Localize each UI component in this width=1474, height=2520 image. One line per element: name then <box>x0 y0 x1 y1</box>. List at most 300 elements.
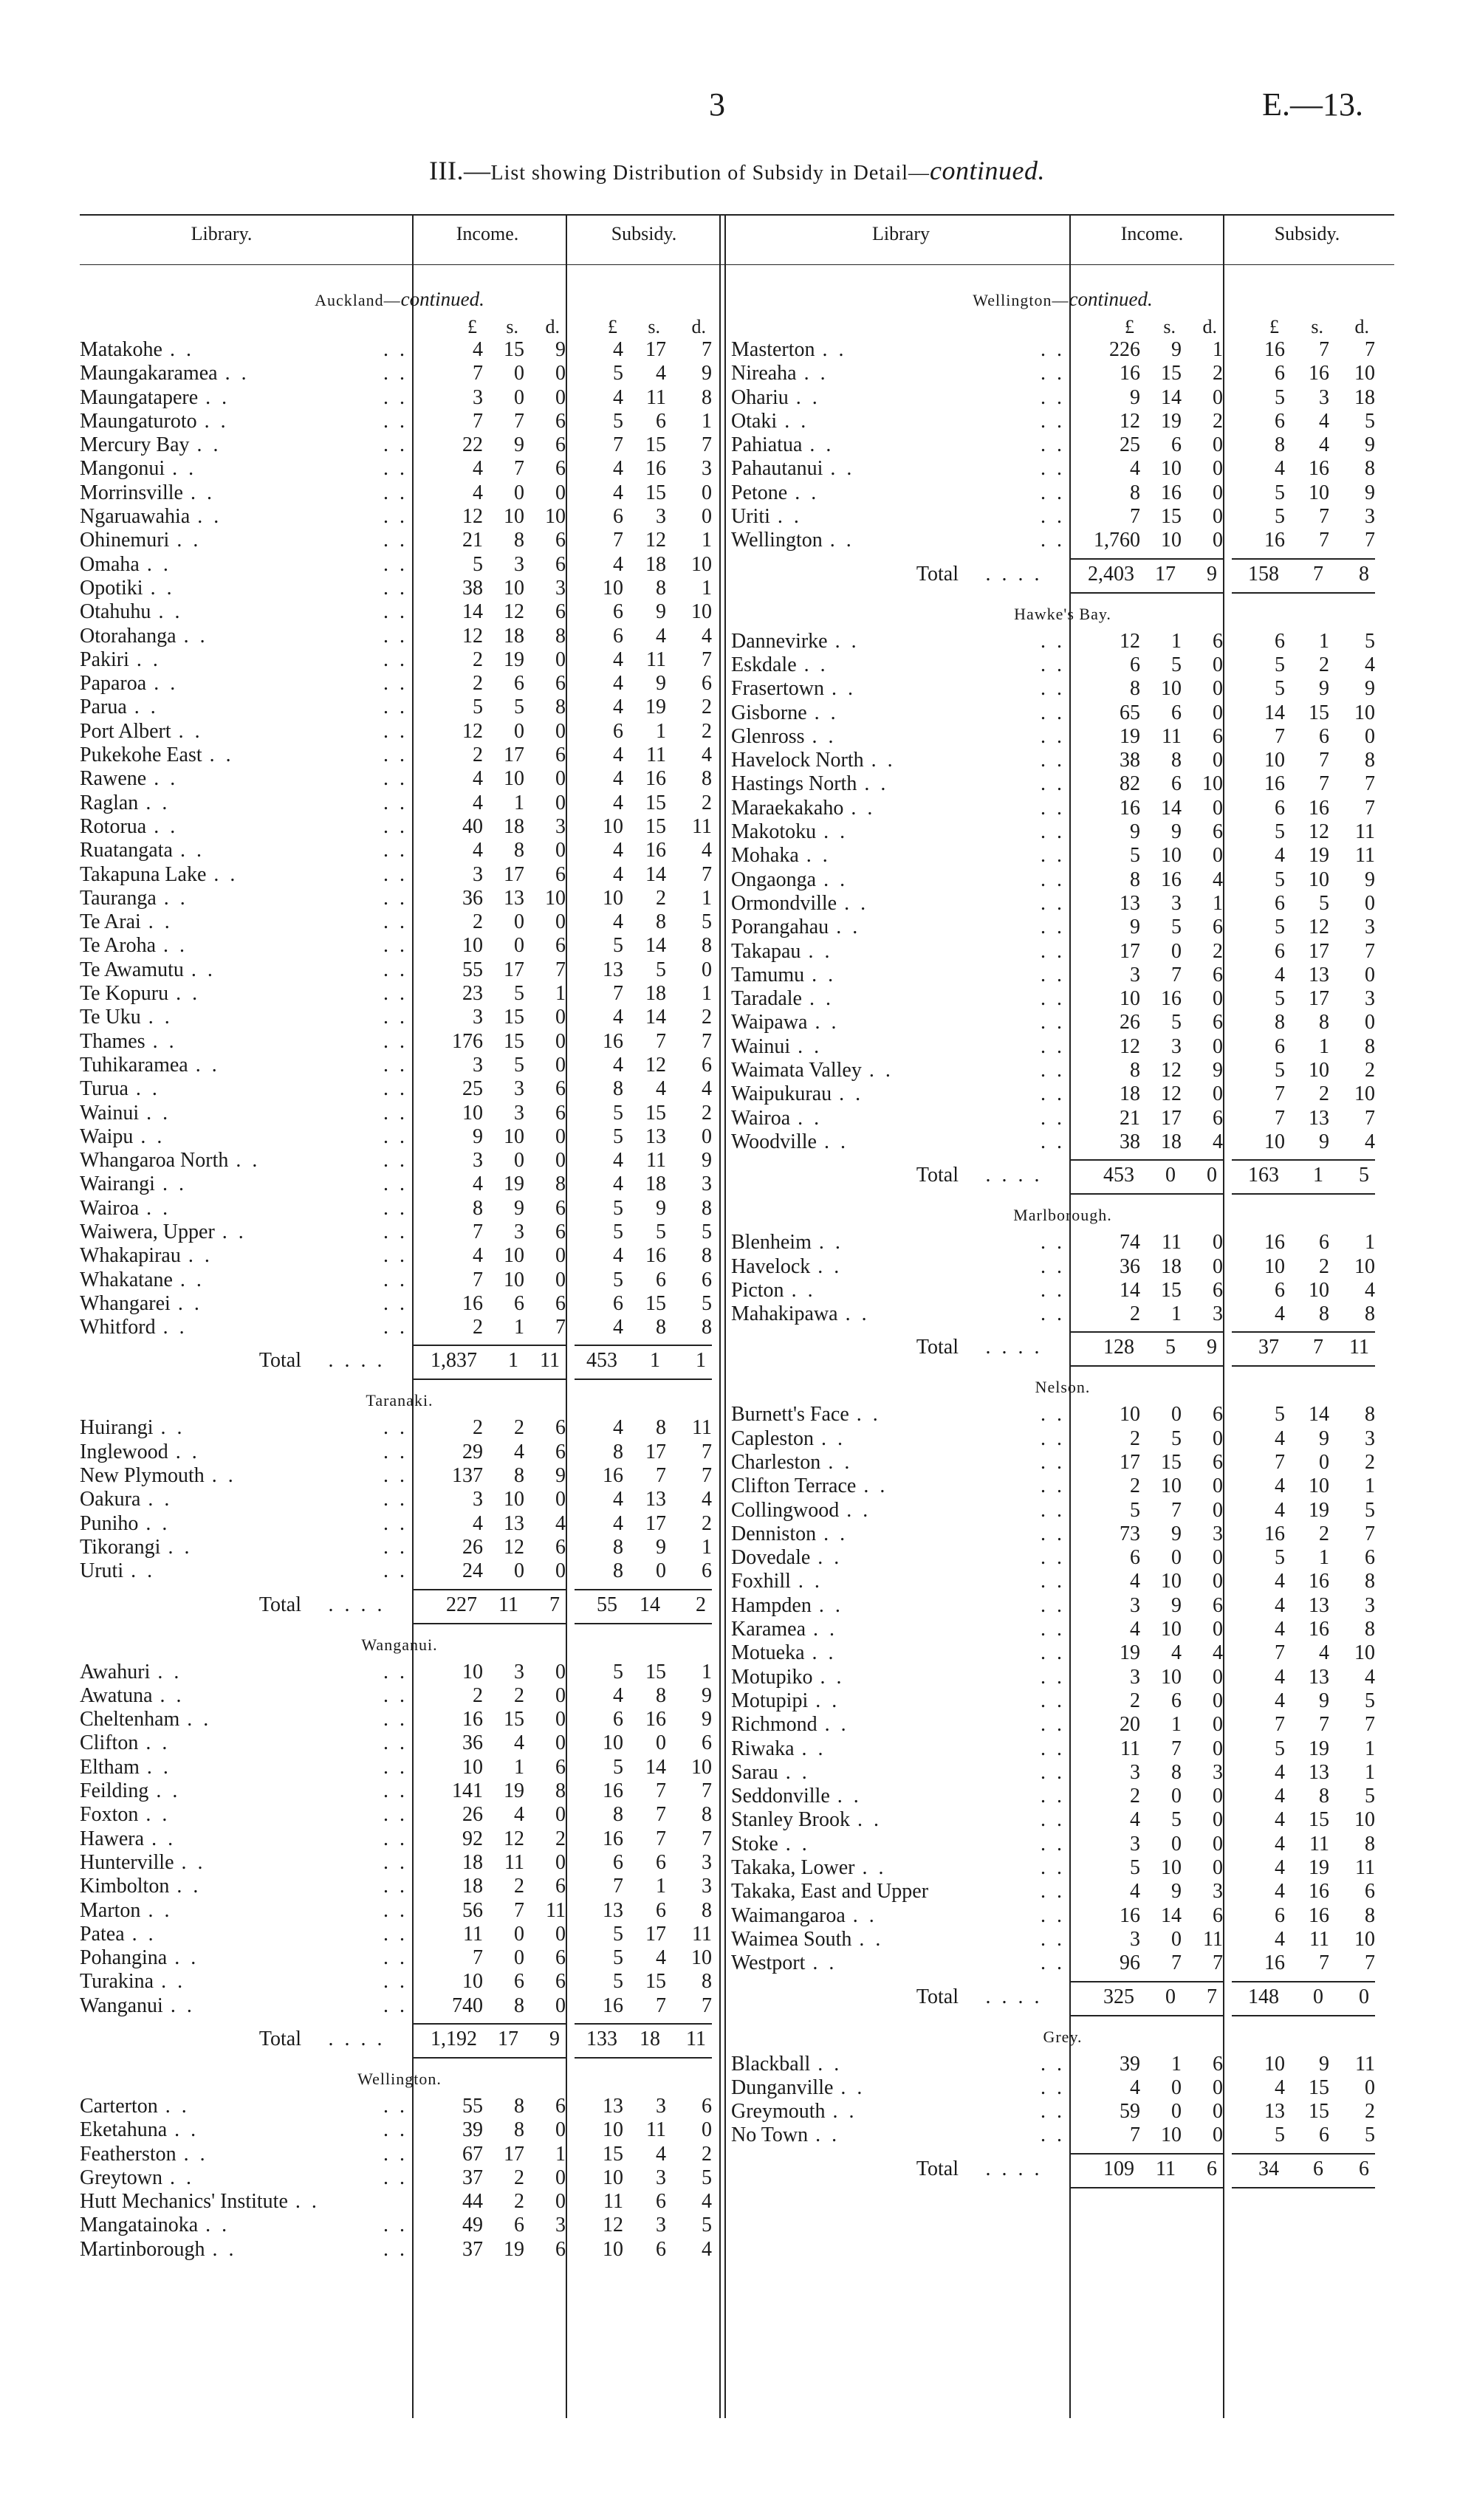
income-pence: 7 <box>555 958 566 981</box>
subsidy-shillings: 4 <box>1319 433 1329 457</box>
subsidy-shillings: 10 <box>1309 1059 1329 1082</box>
library-name-text: Awahuri <box>80 1660 151 1683</box>
total-income-pounds: 325 <box>1103 1985 1134 2008</box>
income-pounds: 36 <box>462 1731 483 1755</box>
library-name-text: Blackball <box>731 2052 811 2076</box>
leader-dots: . . <box>140 1125 165 1148</box>
subsidy-shillings: 3 <box>656 2214 666 2237</box>
income-shillings: 15 <box>504 1006 524 1029</box>
subsidy-pounds: 6 <box>1275 1278 1285 1302</box>
table-row <box>731 1546 1375 1570</box>
table-row <box>731 677 1375 701</box>
income-pence: 0 <box>555 1268 566 1291</box>
subsidy-shillings: 0 <box>656 1731 666 1755</box>
subsidy-pence: 11 <box>1355 844 1375 868</box>
leader-dots: . . <box>1041 1278 1065 1302</box>
income-shillings: 19 <box>504 2237 524 2261</box>
library-name <box>80 505 412 529</box>
unit-shilling: s. <box>1311 316 1323 337</box>
library-name <box>80 720 412 744</box>
leader-dots: . . <box>1041 987 1065 1011</box>
income-pounds: 6 <box>1130 1546 1140 1570</box>
leader-dots: . . <box>834 629 860 653</box>
subsidy-pounds: 5 <box>613 409 623 433</box>
leader-dots: . . <box>808 939 833 963</box>
table-row <box>731 362 1375 385</box>
library-name-text: Mangatainoka <box>80 2214 199 2237</box>
leader-dots: . . <box>831 677 856 701</box>
library-name-text: Wellington <box>731 529 823 552</box>
leader-dots: . . <box>1041 724 1065 748</box>
subsidy-pence: 5 <box>1365 409 1375 433</box>
subsidy-pence: 0 <box>702 958 712 981</box>
leader-dots: . . <box>791 1278 816 1302</box>
income-pounds: 55 <box>462 2095 483 2118</box>
leader-dots: . . <box>863 1474 888 1498</box>
subsidy-shillings: 10 <box>1309 481 1329 504</box>
income-pence: 3 <box>555 814 566 838</box>
section-rows <box>80 2095 712 2262</box>
income-pounds: 3 <box>473 1053 483 1077</box>
subsidy-pounds: 4 <box>1275 1856 1285 1880</box>
income-pence: 0 <box>555 1029 566 1053</box>
income-shillings: 19 <box>504 648 524 671</box>
subsidy-pounds: 4 <box>1275 1880 1285 1903</box>
total-subsidy-pounds: 453 <box>586 1349 617 1373</box>
income-pounds: 3 <box>473 1006 483 1029</box>
subsidy-pence: 7 <box>702 1464 712 1488</box>
income-pounds: 10 <box>462 1101 483 1125</box>
leader-dots: . . <box>383 862 408 886</box>
subsidy-pence: 0 <box>1365 963 1375 986</box>
table-row <box>80 1197 712 1220</box>
income-shillings: 10 <box>504 1488 524 1511</box>
income-pounds: 2 <box>473 648 483 671</box>
table-row <box>80 1244 712 1268</box>
library-name-text: Pohangina <box>80 1946 168 1970</box>
library-name-text: Waipawa <box>731 1011 808 1034</box>
subsidy-shillings: 16 <box>645 1244 666 1268</box>
library-name-text: Oakura <box>80 1488 141 1511</box>
library-name-text: Capleston <box>731 1426 814 1450</box>
total-subsidy-pounds: 55 <box>597 1593 617 1616</box>
leader-dots: . . <box>383 1708 408 1731</box>
library-name <box>80 1464 412 1488</box>
library-name-text: Westport <box>731 1951 806 1975</box>
leader-dots: . . <box>383 552 408 576</box>
income-shillings: 15 <box>1161 1278 1182 1302</box>
subsidy-pence: 11 <box>692 1416 712 1440</box>
total-income-pounds: 227 <box>446 1593 477 1616</box>
subsidy-pounds: 5 <box>1275 653 1285 676</box>
leader-dots: . . <box>815 1689 840 1712</box>
library-name <box>80 2214 412 2237</box>
subsidy-pounds: 16 <box>1264 1231 1285 1254</box>
income-pence: 6 <box>555 2237 566 2261</box>
table-row <box>731 1594 1375 1618</box>
library-name-text: Ormondville <box>731 891 837 915</box>
subsidy-shillings: 11 <box>1309 1927 1329 1951</box>
table-row <box>731 1302 1375 1326</box>
income-shillings: 4 <box>514 1803 524 1827</box>
subsidy-pounds: 4 <box>613 385 623 409</box>
income-pounds: 5 <box>1130 1498 1140 1522</box>
subsidy-pence: 10 <box>1354 362 1375 385</box>
income-pounds: 3 <box>1130 1665 1140 1689</box>
leader-dots: . . <box>383 1077 408 1101</box>
library-name-text: Stanley Brook <box>731 1808 850 1832</box>
subsidy-pounds: 13 <box>603 2095 623 2118</box>
subsidy-pounds: 4 <box>613 457 623 481</box>
total-subsidy-shillings: 0 <box>1313 1985 1323 2008</box>
subsidy-shillings: 1 <box>656 1875 666 1898</box>
leader-dots: . . <box>383 2237 408 2261</box>
income-pence: 0 <box>555 1006 566 1029</box>
income-pounds: 3 <box>473 385 483 409</box>
library-name <box>80 1173 412 1196</box>
income-shillings: 0 <box>514 934 524 958</box>
table-row <box>731 2124 1375 2147</box>
leader-dots: . . <box>383 2166 408 2189</box>
total-subsidy-pounds: 34 <box>1258 2157 1279 2180</box>
leader-dots: . . <box>798 1106 823 1130</box>
subsidy-shillings: 9 <box>1319 1689 1329 1712</box>
subsidy-pounds: 4 <box>613 862 623 886</box>
subsidy-pence: 2 <box>702 2142 712 2166</box>
subsidy-pounds: 16 <box>1264 529 1285 552</box>
library-name-text: Opotiki <box>80 576 143 600</box>
section-wellington <box>80 2061 719 2262</box>
subsidy-shillings: 13 <box>1309 1106 1329 1130</box>
subsidy-pence: 4 <box>702 1488 712 1511</box>
income-pence: 6 <box>555 2095 566 2118</box>
library-name <box>80 1899 412 1923</box>
income-shillings: 0 <box>514 910 524 934</box>
library-name-text: Takaka, East and Upper <box>731 1880 929 1903</box>
income-shillings: 0 <box>1171 2100 1182 2124</box>
subsidy-pounds: 7 <box>1275 1713 1285 1737</box>
leader-dots: . . <box>191 958 216 981</box>
library-name-text: Thames <box>80 1029 145 1053</box>
subsidy-shillings: 19 <box>1309 1737 1329 1760</box>
subsidy-pounds: 5 <box>613 1125 623 1148</box>
leader-dots: . . <box>383 1464 408 1488</box>
subsidy-shillings: 16 <box>645 839 666 862</box>
income-shillings: 1 <box>1171 1302 1182 1326</box>
subsidy-shillings: 13 <box>1309 963 1329 986</box>
leader-dots: . . <box>1041 868 1065 891</box>
library-name <box>80 1661 412 1684</box>
income-pounds: 96 <box>1120 1951 1140 1975</box>
income-pounds: 24 <box>462 1559 483 1583</box>
library-name <box>731 481 1069 505</box>
subsidy-shillings: 3 <box>656 2095 666 2118</box>
leader-dots: . . <box>1041 1593 1065 1617</box>
leader-dots: . . . . <box>985 1985 1043 2008</box>
subsidy-pounds: 5 <box>613 1101 623 1125</box>
total-subsidy-box <box>1232 1159 1375 1195</box>
library-name-text: Pakiri <box>80 648 129 671</box>
library-name-text: Patea <box>80 1922 125 1946</box>
table-row <box>731 1641 1375 1665</box>
subsidy-pence: 9 <box>702 1149 712 1173</box>
income-pence: 6 <box>555 1535 566 1559</box>
library-name <box>80 1316 412 1339</box>
leader-dots: . . <box>823 1522 849 1545</box>
table-row <box>731 1255 1375 1279</box>
income-pounds: 226 <box>1109 338 1140 361</box>
leader-dots: . . <box>383 910 408 934</box>
unit-shilling: s. <box>648 316 660 337</box>
income-pounds: 6 <box>1130 653 1140 676</box>
income-pence: 0 <box>555 362 566 385</box>
income-pence: 0 <box>1213 1254 1223 1278</box>
subsidy-pence: 4 <box>702 2190 712 2214</box>
income-pounds: 2 <box>473 1416 483 1440</box>
library-name <box>731 1713 1069 1737</box>
subsidy-shillings: 8 <box>1319 1011 1329 1034</box>
subsidy-pence: 2 <box>702 719 712 743</box>
library-name <box>80 386 412 410</box>
library-name-text: Hastings North <box>731 772 857 796</box>
leader-dots: . . <box>798 1034 823 1058</box>
income-pence: 6 <box>555 1946 566 1970</box>
library-name <box>731 1833 1069 1856</box>
leader-dots: . . <box>383 1416 408 1440</box>
subsidy-pounds: 16 <box>603 1779 623 1803</box>
table-row <box>80 1779 712 1803</box>
library-name-text: Te Awamutu <box>80 958 184 981</box>
total-label: Total <box>916 1336 959 1359</box>
library-name <box>731 1928 1069 1951</box>
section-taranaki <box>80 1382 719 1626</box>
leader-dots: . . <box>823 820 849 844</box>
library-name-text: Whakatane <box>80 1268 173 1291</box>
income-pence: 6 <box>555 1196 566 1220</box>
income-pounds: 10 <box>1120 1403 1140 1426</box>
subsidy-pounds: 5 <box>613 362 623 385</box>
income-pence: 0 <box>555 1149 566 1173</box>
income-shillings: 0 <box>1171 1546 1182 1570</box>
section-marlborough <box>731 1197 1394 1369</box>
leader-dots: . . <box>795 385 820 409</box>
leader-dots: . . <box>176 982 201 1006</box>
subsidy-pounds: 4 <box>613 767 623 791</box>
leader-dots: . . <box>383 1101 408 1125</box>
library-name-text: Sarau <box>731 1760 778 1784</box>
subsidy-pence: 5 <box>1365 629 1375 653</box>
library-name <box>731 1082 1069 1106</box>
library-name <box>731 725 1069 749</box>
income-pence: 2 <box>1213 362 1223 385</box>
total-subsidy-box <box>1232 558 1375 594</box>
leader-dots: . . <box>856 1403 881 1426</box>
income-shillings: 5 <box>1171 1426 1182 1450</box>
leader-dots: . . <box>1041 1618 1065 1641</box>
table-row <box>731 1107 1375 1130</box>
income-shillings: 9 <box>1171 1522 1182 1545</box>
total-income-box <box>1069 1331 1223 1367</box>
subsidy-shillings: 1 <box>1319 1546 1329 1570</box>
table-row <box>731 1451 1375 1474</box>
leader-dots: . . <box>183 624 208 648</box>
leader-dots: . . <box>822 338 847 361</box>
income-shillings: 8 <box>514 1994 524 2017</box>
library-name-text: Maungatapere <box>80 385 199 409</box>
library-name-text: Tikorangi <box>80 1535 161 1559</box>
leader-dots: . . <box>154 767 179 791</box>
leader-dots: . . <box>851 796 876 820</box>
income-pounds: 9 <box>1130 385 1140 409</box>
leader-dots: . . <box>383 1125 408 1148</box>
income-shillings: 19 <box>504 1779 524 1803</box>
subsidy-pence: 7 <box>1365 1951 1375 1975</box>
leader-dots: . . <box>145 1511 171 1535</box>
income-shillings: 7 <box>1171 1737 1182 1760</box>
income-pence: 3 <box>1213 1302 1223 1326</box>
leader-dots: . . <box>136 648 161 671</box>
income-pounds: 18 <box>462 1875 483 1898</box>
subsidy-pounds: 5 <box>613 1196 623 1220</box>
subsidy-shillings: 15 <box>645 1101 666 1125</box>
income-shillings: 4 <box>1171 1641 1182 1665</box>
subsidy-shillings: 14 <box>1309 1403 1329 1426</box>
leader-dots: . . <box>176 1875 202 1898</box>
library-name <box>731 1107 1069 1130</box>
library-name <box>731 1403 1069 1426</box>
income-pounds: 36 <box>462 886 483 910</box>
table-row <box>731 749 1375 772</box>
subsidy-pence: 1 <box>702 1535 712 1559</box>
income-pence: 8 <box>555 1779 566 1803</box>
income-shillings: 8 <box>514 529 524 552</box>
library-name-text: Charleston <box>731 1450 821 1474</box>
total-income-pounds: 453 <box>1103 1164 1134 1187</box>
leader-dots: . . <box>1041 820 1065 844</box>
leader-dots: . . <box>383 744 408 767</box>
table-row <box>731 820 1375 844</box>
subsidy-pence: 10 <box>1354 1808 1375 1832</box>
library-name <box>731 772 1069 796</box>
library-name-text: Wainui <box>80 1101 140 1125</box>
leader-dots: . . <box>197 505 222 529</box>
leader-dots: . . <box>145 1731 171 1755</box>
library-name <box>80 2166 412 2190</box>
leader-dots: . . <box>868 1059 894 1082</box>
total-income-pence: 6 <box>1207 2157 1217 2180</box>
subsidy-shillings: 7 <box>656 1029 666 1053</box>
subsidy-pence: 7 <box>1365 772 1375 796</box>
library-name <box>80 1102 412 1125</box>
total-income-pounds: 109 <box>1103 2157 1134 2180</box>
subsidy-pence: 4 <box>1365 1665 1375 1689</box>
library-name <box>80 1994 412 2018</box>
library-name <box>80 1244 412 1268</box>
subsidy-shillings: 15 <box>645 1660 666 1683</box>
leader-dots: . . <box>803 362 829 385</box>
table-row <box>80 529 712 552</box>
library-name <box>80 1512 412 1536</box>
income-pounds: 59 <box>1120 2100 1140 2124</box>
subsidy-pounds: 4 <box>613 1488 623 1511</box>
income-pounds: 8 <box>1130 1059 1140 1082</box>
subsidy-shillings: 19 <box>645 696 666 719</box>
income-pounds: 18 <box>462 1850 483 1874</box>
library-name-text: Burnett's Face <box>731 1403 849 1426</box>
subsidy-shillings: 7 <box>1319 529 1329 552</box>
library-name-text: Foxhill <box>731 1570 791 1593</box>
table-top-rule <box>80 214 1394 216</box>
income-pounds: 2 <box>1130 1426 1140 1450</box>
library-name <box>731 987 1069 1011</box>
subsidy-pence: 4 <box>702 1077 712 1101</box>
income-pounds: 4 <box>1130 1808 1140 1832</box>
income-pence: 4 <box>1213 1130 1223 1153</box>
income-pounds: 4 <box>473 1511 483 1535</box>
total-subsidy-pence: 8 <box>1359 562 1369 586</box>
col-library-left: Library. <box>191 223 253 244</box>
leader-dots: . . <box>836 916 861 939</box>
library-name <box>80 910 412 934</box>
library-name <box>80 2118 412 2142</box>
leader-dots: . . <box>383 719 408 743</box>
library-name-text: Hutt Mechanics' Institute <box>80 2190 288 2214</box>
income-shillings: 14 <box>1161 385 1182 409</box>
subsidy-shillings: 7 <box>656 1827 666 1850</box>
leader-dots: . . <box>154 672 179 696</box>
subsidy-pounds: 16 <box>1264 338 1285 361</box>
income-shillings: 10 <box>504 1125 524 1148</box>
section-auckland <box>80 282 719 1382</box>
subsidy-shillings: 13 <box>1309 1760 1329 1784</box>
subsidy-pounds: 4 <box>1275 1808 1285 1832</box>
total-label: Total <box>258 1349 301 1373</box>
income-pounds: 10 <box>462 1970 483 1994</box>
income-shillings: 3 <box>514 1220 524 1243</box>
total-row <box>731 1326 1375 1369</box>
library-name-text: Ongaonga <box>731 868 817 891</box>
leader-dots: . . <box>162 1316 188 1339</box>
income-pounds: 2 <box>473 1316 483 1339</box>
subsidy-pence: 7 <box>1365 1522 1375 1545</box>
leader-dots: . . <box>1041 653 1065 676</box>
income-pounds: 4 <box>473 1173 483 1196</box>
leader-dots: . . <box>383 409 408 433</box>
section-rows <box>80 1661 712 2018</box>
subsidy-pence: 6 <box>702 1731 712 1755</box>
income-pence: 0 <box>1213 987 1223 1011</box>
library-name-text: Turakina <box>80 1970 154 1994</box>
subsidy-pence: 8 <box>702 1316 712 1339</box>
library-name-text: Havelock <box>731 1254 811 1278</box>
subsidy-shillings: 5 <box>1319 891 1329 915</box>
leader-dots: . . <box>213 862 239 886</box>
library-name <box>731 1059 1069 1082</box>
income-pounds: 3 <box>473 1149 483 1173</box>
subsidy-pence: 3 <box>1365 1593 1375 1617</box>
subsidy-pence: 8 <box>702 1898 712 1922</box>
income-shillings: 6 <box>514 672 524 696</box>
library-name <box>80 934 412 958</box>
table-row <box>731 1618 1375 1641</box>
income-shillings: 5 <box>514 982 524 1006</box>
income-shillings: 17 <box>504 2142 524 2166</box>
leader-dots: . . <box>204 409 229 433</box>
income-pence: 6 <box>1213 1450 1223 1474</box>
subsidy-pounds: 16 <box>603 1464 623 1488</box>
subsidy-pence: 5 <box>702 1220 712 1243</box>
total-subsidy-shillings: 14 <box>640 1593 660 1616</box>
